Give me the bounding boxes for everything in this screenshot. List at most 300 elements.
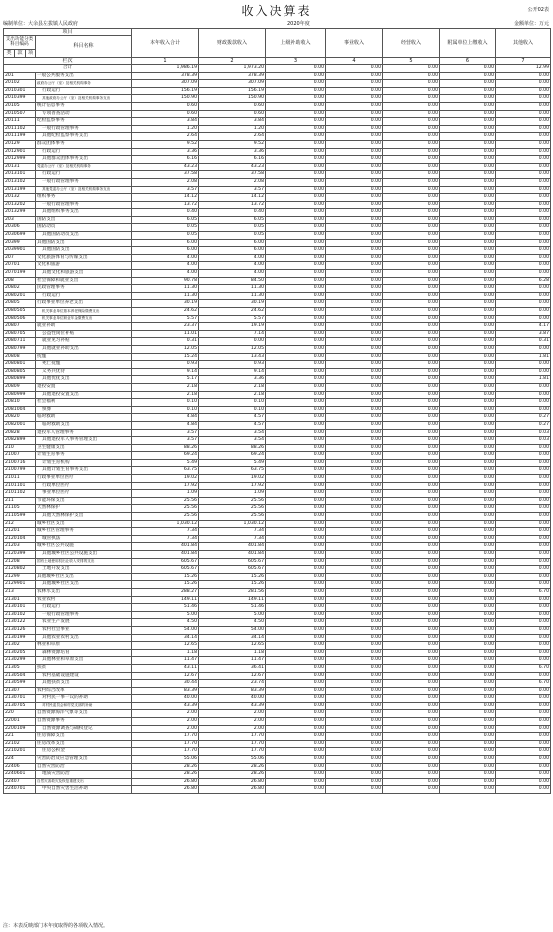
func-code-cell: 2080201	[4, 292, 36, 300]
table-row	[4, 672, 551, 680]
amount-cell: 0.00	[266, 285, 326, 293]
amount-cell: 0.00	[326, 604, 383, 612]
amount-cell: 3.54	[199, 429, 266, 437]
amount-cell: 0.00	[266, 604, 326, 612]
amount-cell: 17.70	[199, 740, 266, 748]
amount-cell: 19.02	[199, 475, 266, 483]
amount-cell: 0.00	[496, 505, 551, 513]
subject-name-cell: 农村综合改革	[36, 687, 132, 695]
table-row	[4, 239, 551, 247]
amount-cell: 0.00	[266, 611, 326, 619]
amount-cell: 0.00	[326, 216, 383, 224]
amount-cell: 0.00	[496, 140, 551, 148]
func-code-cell: 2130299	[4, 657, 36, 665]
table-row	[4, 125, 551, 133]
amount-cell: 0.00	[496, 543, 551, 551]
amount-cell: 0.00	[326, 452, 383, 460]
func-code-cell: 2080799	[4, 345, 36, 353]
amount-cell: 0.00	[326, 596, 383, 604]
subject-name-cell: 民政管理事务	[36, 285, 132, 293]
amount-cell: 0.00	[266, 361, 326, 369]
amount-cell: 11.30	[199, 285, 266, 293]
amount-cell: 0.00	[266, 406, 326, 414]
amount-cell: 0.00	[496, 452, 551, 460]
table-row	[4, 444, 551, 452]
amount-cell: 0.00	[440, 72, 496, 80]
subject-name-cell: 其他国防动员支出	[36, 232, 132, 240]
amount-cell: 0.00	[383, 361, 440, 369]
func-code-cell: 2100799	[4, 467, 36, 475]
amount-cell: 0.00	[383, 292, 440, 300]
subject-name-cell: 住房公积金	[36, 748, 132, 756]
amount-cell: 0.00	[496, 406, 551, 414]
subject-name-cell: 社会保障和就业支出	[36, 277, 132, 285]
amount-cell: 605.67	[132, 558, 199, 566]
form-code: 公开02表	[527, 7, 549, 13]
amount-cell: 1,030.12	[199, 520, 266, 528]
table-row	[4, 186, 551, 194]
func-code-cell: 2011102	[4, 125, 36, 133]
amount-cell: 5.17	[132, 376, 199, 384]
amount-cell: 0.00	[326, 201, 383, 209]
amount-cell: 0.00	[383, 710, 440, 718]
amount-cell: 0.00	[266, 588, 326, 596]
amount-cell: 0.00	[266, 178, 326, 186]
amount-cell: 0.00	[326, 528, 383, 536]
amount-cell: 0.00	[496, 300, 551, 308]
amount-cell: 0.00	[326, 308, 383, 316]
amount-cell: 0.00	[326, 406, 383, 414]
amount-cell: 0.00	[383, 642, 440, 650]
subject-name-cell: 计划生育事务	[36, 452, 132, 460]
table-row	[4, 87, 551, 95]
table-row	[4, 421, 551, 429]
amount-cell: 0.00	[496, 224, 551, 232]
amount-cell: 0.00	[266, 558, 326, 566]
amount-cell: 0.00	[326, 725, 383, 733]
amount-cell: 6.28	[496, 277, 551, 285]
amount-cell: 17.70	[132, 748, 199, 756]
func-code-cell: 212	[4, 520, 36, 528]
amount-cell: 0.00	[383, 399, 440, 407]
table-row	[4, 194, 551, 202]
amount-cell: 0.00	[440, 642, 496, 650]
subject-name-cell: 其他扶贫支出	[36, 680, 132, 688]
amount-cell: 0.00	[383, 201, 440, 209]
amount-cell: 0.00	[383, 680, 440, 688]
amount-cell: 0.00	[383, 156, 440, 164]
table-row	[4, 383, 551, 391]
amount-cell: 17.92	[132, 482, 199, 490]
amount-cell: 0.00	[440, 452, 496, 460]
amount-cell: 0.00	[383, 664, 440, 672]
table-row	[4, 505, 551, 513]
header-xiang: 项	[26, 50, 36, 58]
amount-cell: 5.00	[199, 611, 266, 619]
func-code-cell: 20111	[4, 118, 36, 126]
amount-cell: 0.00	[496, 102, 551, 110]
table-row	[4, 262, 551, 270]
amount-cell: 401.84	[132, 543, 199, 551]
amount-cell: 2.00	[132, 725, 199, 733]
amount-cell: 0.00	[326, 140, 383, 148]
func-code-cell: 2080801	[4, 361, 36, 369]
amount-cell: 0.00	[326, 194, 383, 202]
amount-cell: 1.20	[132, 125, 199, 133]
amount-cell: 0.00	[496, 786, 551, 794]
subject-name-cell: 其他计划生育事务支出	[36, 467, 132, 475]
amount-cell: 14.12	[199, 194, 266, 202]
amount-cell: 378.39	[199, 72, 266, 80]
amount-cell: 156.19	[199, 87, 266, 95]
amount-cell: 43.39	[132, 702, 199, 710]
table-row	[4, 270, 551, 278]
table-row	[4, 687, 551, 695]
amount-cell: 30.19	[199, 300, 266, 308]
subject-name-cell: 自然资源海洋气象等支出	[36, 710, 132, 718]
amount-cell: 0.93	[199, 361, 266, 369]
subject-name-cell: 临时救助	[36, 414, 132, 422]
amount-cell: 0.10	[199, 406, 266, 414]
subject-name-cell: 公益性岗位补贴	[36, 330, 132, 338]
amount-cell: 28.26	[199, 763, 266, 771]
amount-cell: 0.00	[383, 247, 440, 255]
amount-cell: 12.65	[199, 642, 266, 650]
amount-cell: 0.00	[383, 118, 440, 126]
amount-cell: 0.00	[383, 224, 440, 232]
amount-cell: 0.00	[326, 414, 383, 422]
amount-cell: 0.00	[440, 383, 496, 391]
func-code-cell: 2130705	[4, 702, 36, 710]
amount-cell: 0.00	[383, 308, 440, 316]
amount-cell: 150.90	[132, 95, 199, 103]
col-num-7: 7	[496, 58, 551, 65]
amount-cell: 0.00	[440, 224, 496, 232]
table-row	[4, 368, 551, 376]
amount-cell: 0.00	[496, 497, 551, 505]
amount-cell: 0.00	[440, 323, 496, 331]
amount-cell: 0.00	[440, 566, 496, 574]
amount-cell: 0.00	[496, 467, 551, 475]
amount-cell: 0.00	[326, 323, 383, 331]
amount-cell: 0.00	[440, 163, 496, 171]
subject-name-cell: 地质灾害防治	[36, 771, 132, 779]
amount-cell: 0.00	[383, 72, 440, 80]
table-row	[4, 232, 551, 240]
amount-cell: 0.00	[440, 247, 496, 255]
func-code-cell: 2101102	[4, 490, 36, 498]
subject-name-cell: 卫生健康支出	[36, 444, 132, 452]
amount-cell: 0.00	[266, 209, 326, 217]
amount-cell: 0.00	[326, 733, 383, 741]
amount-cell: 5.57	[132, 315, 199, 323]
amount-cell: 0.00	[266, 680, 326, 688]
subject-name-cell: 其他城乡社区支出	[36, 581, 132, 589]
amount-cell: 0.00	[326, 72, 383, 80]
total-label: 合计	[4, 65, 132, 73]
amount-cell: 0.00	[440, 786, 496, 794]
func-code-cell: 2012901	[4, 148, 36, 156]
amount-cell: 0.00	[440, 756, 496, 764]
amount-cell: 0.00	[266, 72, 326, 80]
amount-cell: 0.00	[440, 581, 496, 589]
amount-cell: 0.00	[496, 444, 551, 452]
amount-cell: 0.00	[496, 528, 551, 536]
amount-cell: 0.00	[440, 239, 496, 247]
amount-cell: 6.05	[199, 216, 266, 224]
amount-cell: 12.05	[132, 345, 199, 353]
amount-cell: 0.00	[266, 376, 326, 384]
amount-cell: 43.23	[199, 163, 266, 171]
func-code-cell: 2082899	[4, 437, 36, 445]
amount-cell: 0.00	[496, 194, 551, 202]
subject-name-cell: 文化旅游体育与传媒支出	[36, 254, 132, 262]
amount-cell: 605.67	[199, 558, 266, 566]
table-row	[4, 391, 551, 399]
amount-cell: 0.10	[132, 399, 199, 407]
table-row	[4, 702, 551, 710]
amount-cell: 0.00	[496, 399, 551, 407]
amount-cell: 3.36	[199, 376, 266, 384]
amount-cell: 0.00	[496, 87, 551, 95]
amount-cell: 0.00	[326, 361, 383, 369]
func-code-cell: 2120802	[4, 566, 36, 574]
amount-cell: 0.00	[383, 80, 440, 88]
amount-cell: 0.00	[496, 383, 551, 391]
amount-cell: 0.00	[496, 604, 551, 612]
amount-cell: 0.00	[440, 308, 496, 316]
amount-cell: 30.44	[132, 680, 199, 688]
amount-cell: 0.00	[496, 216, 551, 224]
func-code-cell: 2120399	[4, 551, 36, 559]
amount-cell: 0.00	[266, 687, 326, 695]
amount-cell: 0.00	[383, 421, 440, 429]
table-row	[4, 725, 551, 733]
func-code-cell: 2080505	[4, 308, 36, 316]
amount-cell: 0.00	[496, 80, 551, 88]
amount-cell: 6.16	[132, 156, 199, 164]
amount-cell: 0.00	[266, 87, 326, 95]
amount-cell: 0.00	[266, 437, 326, 445]
table-row	[4, 642, 551, 650]
amount-cell: 0.00	[496, 163, 551, 171]
amount-cell: 0.00	[326, 672, 383, 680]
amount-cell: 150.90	[199, 95, 266, 103]
amount-cell: 40.00	[199, 695, 266, 703]
amount-cell: 2.00	[199, 718, 266, 726]
amount-cell: 0.00	[266, 156, 326, 164]
amount-cell: 0.00	[266, 201, 326, 209]
amount-cell: 17.70	[132, 733, 199, 741]
subject-name-cell: 其他群众团体事务支出	[36, 156, 132, 164]
amount-cell: 0.00	[326, 315, 383, 323]
func-code-cell: 20807	[4, 323, 36, 331]
func-code-cell: 20820	[4, 414, 36, 422]
table-row	[4, 535, 551, 543]
table-row	[4, 710, 551, 718]
amount-cell: 0.00	[326, 680, 383, 688]
amount-cell: 0.00	[266, 778, 326, 786]
amount-cell: 0.00	[496, 740, 551, 748]
amount-cell: 0.00	[496, 156, 551, 164]
amount-cell: 0.00	[326, 763, 383, 771]
amount-cell: 0.00	[266, 710, 326, 718]
table-row	[4, 778, 551, 786]
amount-cell: 0.00	[383, 148, 440, 156]
footnote: 注：本表反映部门本年度取得的各项收入情况。	[3, 923, 109, 929]
amount-cell: 19.19	[199, 323, 266, 331]
subject-name-cell: 一般行政管理事务	[36, 125, 132, 133]
amount-cell: 0.00	[440, 718, 496, 726]
amount-cell: 24.62	[199, 308, 266, 316]
amount-cell: 0.00	[326, 657, 383, 665]
amount-cell: 0.00	[326, 254, 383, 262]
amount-cell: 4.00	[132, 254, 199, 262]
amount-cell: 0.00	[326, 368, 383, 376]
amount-cell: 0.00	[496, 361, 551, 369]
amount-cell: 0.00	[496, 178, 551, 186]
amount-cell: 0.00	[326, 156, 383, 164]
amount-cell: 0.00	[496, 490, 551, 498]
amount-cell: 88.26	[132, 444, 199, 452]
total-cell: 0.00	[266, 65, 326, 73]
amount-cell: 0.00	[383, 391, 440, 399]
amount-cell: 7.34	[199, 528, 266, 536]
amount-cell: 0.00	[266, 383, 326, 391]
func-code-cell: 20131	[4, 163, 36, 171]
header-project: 项目	[4, 29, 132, 36]
amount-cell: 2.64	[199, 133, 266, 141]
subject-name-cell: 灾害防治及应急管理支出	[36, 756, 132, 764]
amount-cell: 0.00	[440, 315, 496, 323]
amount-cell: 0.00	[266, 125, 326, 133]
amount-cell: 0.00	[326, 642, 383, 650]
amount-cell: 0.00	[383, 262, 440, 270]
subject-name-cell: 殡葬	[36, 406, 132, 414]
table-row	[4, 353, 551, 361]
amount-cell: 0.00	[440, 475, 496, 483]
table-row	[4, 573, 551, 581]
amount-cell: 0.00	[266, 626, 326, 634]
amount-cell: 0.00	[383, 687, 440, 695]
amount-cell: 0.00	[440, 156, 496, 164]
table-row	[4, 178, 551, 186]
amount-cell: 0.00	[440, 444, 496, 452]
amount-cell: 0.00	[266, 733, 326, 741]
subject-name-cell: 社会福利	[36, 399, 132, 407]
table-row	[4, 733, 551, 741]
amount-cell: 0.00	[496, 239, 551, 247]
amount-cell: 0.00	[326, 148, 383, 156]
amount-cell: 25.56	[132, 497, 199, 505]
amount-cell: 0.00	[266, 528, 326, 536]
amount-cell: 0.00	[326, 383, 383, 391]
amount-cell: 0.00	[440, 376, 496, 384]
table-row	[4, 315, 551, 323]
amount-cell: 0.00	[440, 657, 496, 665]
subject-name-cell: 农村基础设施建设	[36, 672, 132, 680]
amount-cell: 2.18	[132, 383, 199, 391]
amount-cell: 0.00	[266, 649, 326, 657]
amount-cell: 40.00	[132, 695, 199, 703]
subject-name-cell: 就业见习补贴	[36, 338, 132, 346]
amount-cell: 15.26	[132, 581, 199, 589]
amount-cell: 17.92	[199, 482, 266, 490]
table-row	[4, 611, 551, 619]
amount-cell: 0.00	[440, 300, 496, 308]
subject-name-cell: 机关事业单位基本养老保险缴费支出	[36, 308, 132, 316]
amount-cell: 0.00	[440, 110, 496, 118]
amount-cell: 0.00	[383, 490, 440, 498]
amount-cell: 0.00	[440, 740, 496, 748]
amount-cell: 11.47	[199, 657, 266, 665]
amount-cell: 0.00	[440, 429, 496, 437]
func-code-cell: 2081004	[4, 406, 36, 414]
func-code-cell: 22407	[4, 778, 36, 786]
amount-cell: 156.19	[132, 87, 199, 95]
amount-cell: 0.00	[326, 125, 383, 133]
amount-cell: 0.31	[132, 338, 199, 346]
subject-name-cell: 行政运行	[36, 171, 132, 179]
amount-cell: 0.00	[326, 186, 383, 194]
func-code-cell: 21203	[4, 543, 36, 551]
amount-cell: 0.00	[326, 102, 383, 110]
amount-cell: 0.00	[440, 573, 496, 581]
func-code-cell: 2130701	[4, 695, 36, 703]
amount-cell: 0.00	[496, 756, 551, 764]
subject-name-cell: 对村民一事一议的补助	[36, 695, 132, 703]
amount-cell: 19.02	[132, 475, 199, 483]
subject-name-cell: 死亡抚恤	[36, 361, 132, 369]
amount-cell: 0.00	[440, 535, 496, 543]
func-code-cell: 2013199	[4, 186, 36, 194]
amount-cell: 17.70	[199, 748, 266, 756]
amount-cell: 0.00	[383, 87, 440, 95]
subject-name-cell: 林业和草原	[36, 642, 132, 650]
amount-cell: 0.00	[496, 270, 551, 278]
amount-cell: 51.46	[132, 604, 199, 612]
table-row	[4, 475, 551, 483]
func-code-cell: 2010301	[4, 87, 36, 95]
amount-cell: 0.00	[496, 695, 551, 703]
amount-cell: 1.18	[132, 649, 199, 657]
amount-cell: 0.00	[383, 186, 440, 194]
amount-cell: 0.00	[266, 702, 326, 710]
amount-cell: 0.00	[440, 634, 496, 642]
amount-cell: 26.80	[199, 786, 266, 794]
table-row	[4, 171, 551, 179]
amount-cell: 0.00	[440, 490, 496, 498]
amount-cell: 0.00	[383, 733, 440, 741]
table-row	[4, 740, 551, 748]
amount-cell: 6.00	[132, 247, 199, 255]
amount-cell: 0.00	[383, 209, 440, 217]
amount-cell: 0.00	[383, 475, 440, 483]
subject-name-cell: 天然林保护	[36, 505, 132, 513]
table-row	[4, 513, 551, 521]
subject-name-cell: 计划生育机构	[36, 459, 132, 467]
amount-cell: 0.00	[496, 558, 551, 566]
table-row	[4, 285, 551, 293]
amount-cell: 0.00	[266, 763, 326, 771]
amount-cell: 0.00	[326, 581, 383, 589]
subject-name-cell: 群众团体事务	[36, 140, 132, 148]
table-row	[4, 596, 551, 604]
amount-cell: 0.00	[266, 786, 326, 794]
amount-cell: 12.67	[199, 672, 266, 680]
table-row	[4, 657, 551, 665]
amount-cell: 0.00	[326, 573, 383, 581]
